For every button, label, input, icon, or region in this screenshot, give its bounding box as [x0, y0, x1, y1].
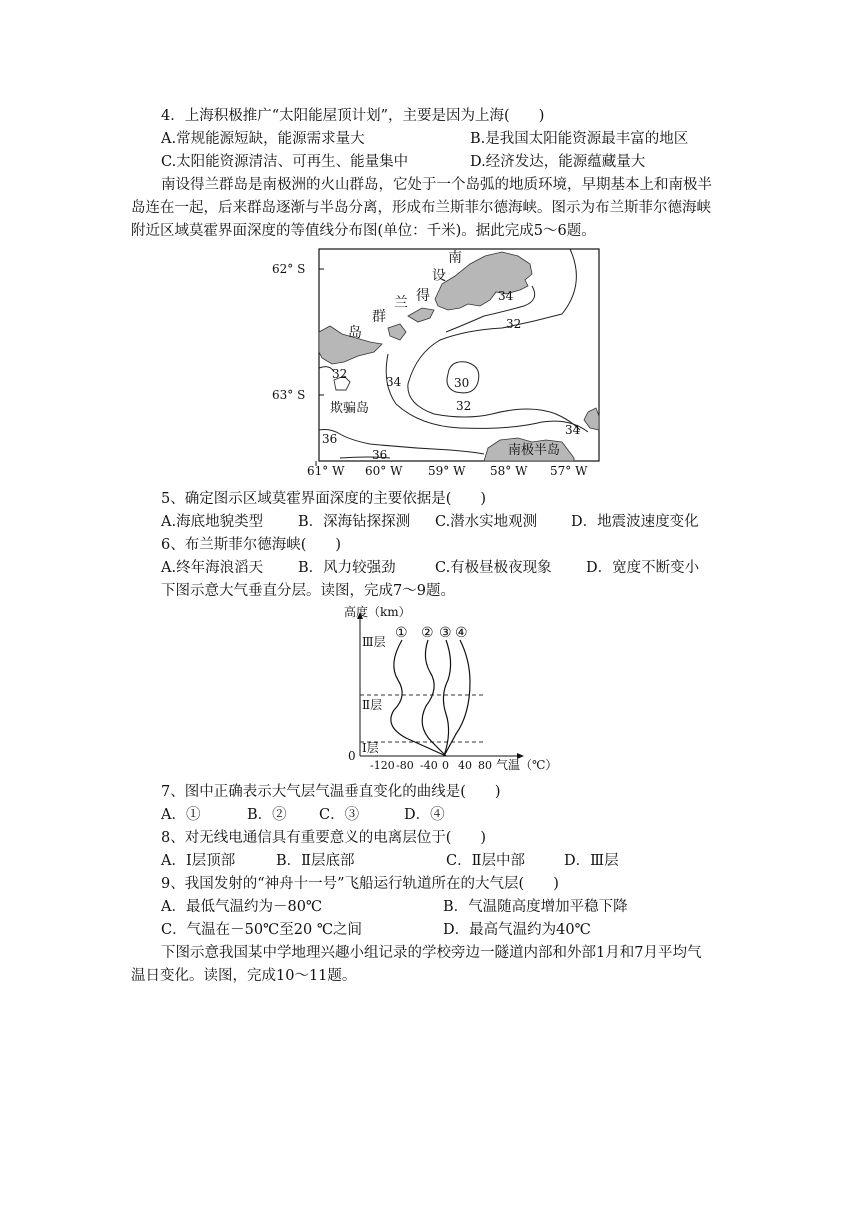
antarctic-peninsula-label: 南极半岛: [508, 443, 561, 458]
contour-label-32-north: 32: [506, 317, 522, 331]
x-tick-minus120: -120: [370, 759, 395, 772]
atmosphere-layers-chart: [336, 604, 566, 774]
q9-option-b: B．气温随高度增加平稳下降: [443, 899, 628, 915]
passage1-line3: 附近区域莫霍界面深度的等值线分布图(单位：千米)。据此完成5～6题。: [131, 223, 596, 239]
island-label-dao: 岛: [348, 325, 362, 341]
x-tick-80: 80: [478, 759, 492, 772]
q7-option-c: C．③: [319, 807, 360, 823]
curve-label-2: ②: [421, 625, 434, 641]
island-label-qun: 群: [372, 309, 386, 325]
q7-stem: 7、图中正确表示大气层气温垂直变化的曲线是( ): [161, 784, 501, 800]
q5-option-d: D．地震波速度变化: [571, 514, 699, 530]
curve-label-3: ③: [439, 625, 452, 641]
island-label-she: 设: [432, 268, 446, 284]
x-tick-minus80: -80: [396, 759, 414, 772]
q4-option-d: D.经济发达，能源蕴藏量大: [470, 154, 646, 170]
contour-label-32-west: 32: [332, 367, 348, 381]
q7-option-d: D．④: [404, 807, 445, 823]
lon-label-57w: 57° W: [550, 464, 588, 478]
q7-option-a: A．①: [161, 807, 201, 823]
layer-1-label: Ⅰ层: [362, 741, 379, 755]
contour-36-west: [319, 430, 484, 455]
q4-option-b: B.是我国太阳能资源最丰富的地区: [470, 131, 689, 147]
q5-option-c: C.潜水实地观测: [435, 514, 538, 530]
contour-label-32-south: 32: [456, 399, 472, 413]
lon-label-59w: 59° W: [428, 464, 466, 478]
q9-option-d: D．最高气温约为40℃: [443, 922, 591, 938]
lon-label-58w: 58° W: [490, 464, 528, 478]
layer-3-label: Ⅲ层: [362, 635, 386, 649]
island-label-nan: 南: [448, 250, 462, 266]
curve-3: [443, 640, 450, 756]
contour-label-36-west: 36: [322, 432, 338, 446]
passage1-line2: 岛连在一起，后来群岛逐渐与半岛分离，形成布兰斯菲尔德海峡。图示为布兰斯菲尔德海峡: [131, 200, 711, 216]
q7-option-b: B．②: [247, 807, 287, 823]
east-island: [584, 408, 599, 430]
lon-label-60w: 60° W: [365, 464, 403, 478]
q5-option-b: B．深海钻探探测: [298, 514, 411, 530]
q8-stem: 8、对无线电通信具有重要意义的电离层位于( ): [161, 830, 487, 846]
curve-label-1: ①: [395, 625, 408, 641]
q9-option-c: C．气温在－50℃至20 ℃之间: [161, 922, 363, 938]
moho-depth-map: [270, 244, 615, 484]
passage3-line2: 温日变化。读图，完成10～11题。: [131, 968, 357, 984]
q8-option-b: B．Ⅱ层底部: [276, 853, 355, 869]
passage3-line1: 下图示意我国某中学地理兴趣小组记录的学校旁边一隧道内部和外部1月和7月平均气: [161, 945, 702, 961]
curve-1: [391, 640, 446, 756]
island-label-de: 得: [416, 288, 430, 304]
q6-option-b: B．风力较强劲: [298, 560, 396, 576]
q9-stem: 9、我国发射的“神舟十一号”飞船运行轨道所在的大气层( ): [161, 876, 559, 892]
lat-label-63s: 63° S: [272, 388, 306, 402]
lon-label-61w: 61° W: [307, 464, 345, 478]
contour-label-36-south: 36: [372, 448, 388, 462]
contour-label-34-north: 34: [498, 289, 514, 303]
contour-label-34-west: 34: [386, 375, 402, 389]
q6-option-c: C.有极昼极夜现象: [435, 560, 552, 576]
origin-label: 0: [348, 749, 356, 763]
curve-label-4: ④: [455, 625, 468, 641]
q5-stem: 5、确定图示区域莫霍界面深度的主要依据是( ): [161, 491, 487, 507]
contour-34-south: [386, 354, 588, 432]
passage2: 下图示意大气垂直分层。读图，完成7～9题。: [161, 583, 455, 599]
q4-option-a: A.常规能源短缺，能源需求量大: [161, 131, 365, 147]
deception-island-label: 欺骗岛: [330, 401, 370, 416]
contour-label-34-east: 34: [565, 423, 581, 437]
q4-stem: 4．上海积极推广“太阳能屋顶计划”，主要是因为上海( ): [161, 108, 545, 124]
q8-option-d: D．Ⅲ层: [564, 853, 619, 869]
x-tick-0: 0: [442, 759, 449, 772]
contour-label-30: 30: [454, 376, 470, 390]
island-group: [388, 324, 406, 340]
q6-stem: 6、布兰斯菲尔德海峡( ): [161, 537, 342, 553]
island-small: [408, 308, 434, 322]
y-axis-label: 高度（km）: [344, 605, 411, 619]
q8-option-c: C．Ⅱ层中部: [446, 853, 525, 869]
q8-option-a: A．Ⅰ层顶部: [161, 853, 236, 869]
lat-label-62s: 62° S: [272, 262, 306, 276]
q6-option-d: D．宽度不断变小: [586, 560, 700, 576]
x-axis-label: 气温（℃）: [496, 758, 558, 772]
curve-2: [422, 640, 446, 756]
q4-option-c: C.太阳能资源清洁、可再生、能量集中: [161, 154, 409, 170]
island-label-lan: 兰: [394, 295, 408, 311]
q9-option-a: A．最低气温约为－80℃: [161, 899, 323, 915]
passage1-line1: 南设得兰群岛是南极洲的火山群岛，它处于一个岛弧的地质环境，早期基本上和南极半: [161, 177, 712, 193]
x-tick-40: 40: [458, 759, 472, 772]
layer-2-label: Ⅱ层: [362, 698, 383, 712]
q6-option-a: A.终年海浪滔天: [161, 560, 264, 576]
q5-option-a: A.海底地貌类型: [161, 514, 264, 530]
x-tick-minus40: -40: [420, 759, 438, 772]
